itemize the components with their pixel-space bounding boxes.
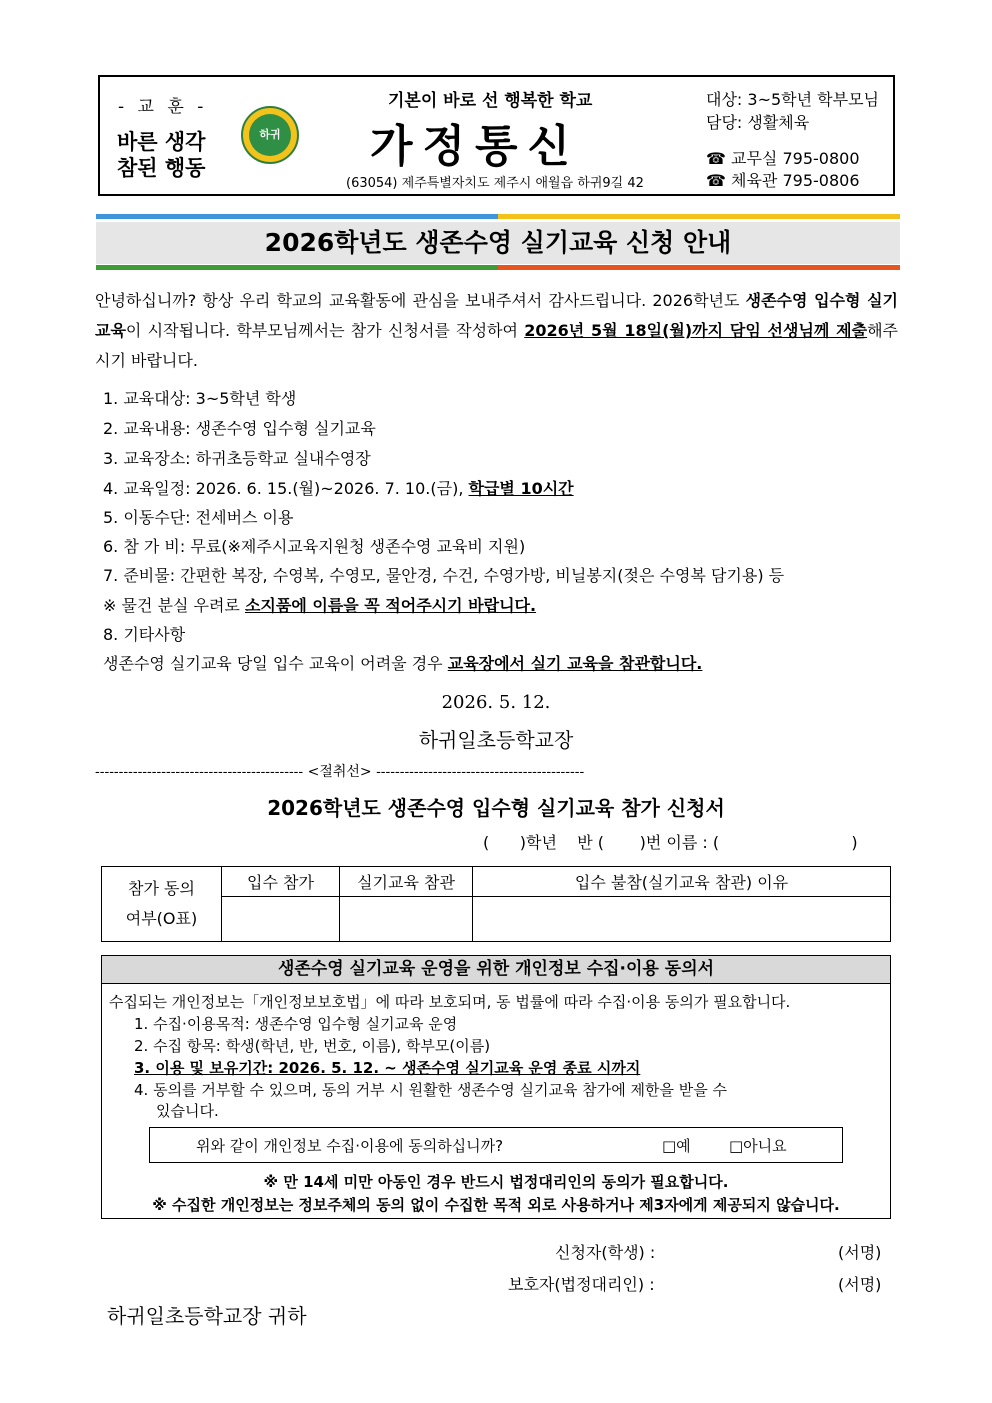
guardian-label: 보호자(법정대리인) : bbox=[508, 1275, 655, 1294]
form-title: 2026학년도 생존수영 입수형 실기교육 참가 신청서 bbox=[267, 796, 725, 820]
privacy-item-3: 3. 이용 및 보유기간: 2026. 5. 12. ~ 생존수영 실기교육 운영 종료 시까지 bbox=[134, 1059, 641, 1077]
consent-table bbox=[101, 866, 891, 942]
privacy-item-1: 1. 수집·이용목적: 생존수영 입수형 실기교육 운영 bbox=[134, 1015, 458, 1033]
warning-minor: ※ 만 14세 미만 아동인 경우 반드시 법정대리인의 동의가 필요합니다. bbox=[263, 1173, 729, 1191]
footer-recipient: 하귀일초등학교장 귀하 bbox=[107, 1304, 307, 1328]
item-8-text: 생존수영 실기교육 당일 입수 교육이 어려울 경우 bbox=[103, 654, 448, 673]
motto-line-1: 바른 생각 bbox=[117, 130, 206, 154]
guardian-sign[interactable]: (서명) bbox=[838, 1275, 882, 1294]
applicant-sign[interactable]: (서명) bbox=[838, 1243, 882, 1262]
manager-info: 담당: 생활체육 bbox=[706, 113, 810, 132]
item-4 bbox=[103, 476, 574, 499]
intro-paragraph bbox=[95, 286, 898, 376]
motto-label: - 교 훈 - bbox=[118, 97, 208, 117]
document-title: 2026학년도 생존수영 실기교육 신청 안내 bbox=[96, 222, 900, 264]
agree-yes-checkbox[interactable]: □예 bbox=[662, 1137, 691, 1155]
bottom-bar-orange bbox=[498, 265, 900, 270]
cell-reason[interactable] bbox=[473, 897, 891, 942]
top-bar-yellow bbox=[498, 214, 900, 219]
item-2: 2. 교육내용: 생존수영 입수형 실기교육 bbox=[103, 419, 376, 438]
privacy-title: 생존수영 실기교육 운영을 위한 개인정보 수집·이용 동의서 bbox=[102, 956, 890, 984]
bottom-bar-green bbox=[96, 265, 498, 270]
item-note bbox=[103, 593, 536, 616]
warning-usage: ※ 수집한 개인정보는 정보주체의 동의 없이 수집한 목적 외로 사용하거나 제3자에게 제공되지 않습니다. bbox=[152, 1196, 840, 1214]
principal-name: 하귀일초등학교장 bbox=[418, 728, 574, 752]
school-slogan: 기본이 바로 선 행복한 학교 bbox=[388, 91, 593, 111]
school-address: (63054) 제주특별자치도 제주시 애월읍 하귀9길 42 bbox=[346, 176, 644, 191]
item-4-hours: 학급별 10시간 bbox=[468, 479, 574, 498]
cut-line: -------------------------------------------- <절취선> -------------------------------------------- bbox=[95, 764, 585, 780]
phone-office: ☎ 교무실 795-0800 bbox=[706, 149, 860, 168]
issue-date: 2026. 5. 12. bbox=[441, 692, 551, 713]
top-bar-blue bbox=[96, 214, 498, 219]
row-label-2: 여부(O표) bbox=[125, 909, 198, 928]
intro-text-3: 해주시기 바랍니다. bbox=[95, 321, 898, 370]
intro-bold: 생존수영 입수형 실기교육 bbox=[95, 291, 899, 340]
privacy-intro: 수집되는 개인정보는「개인정보보호법」에 따라 보호되며, 동 법률에 따라 수집·이용 동의가 필요합니다. bbox=[109, 993, 791, 1011]
item-8-underline: 교육장에서 실기 교육을 참관합니다. bbox=[447, 654, 703, 673]
note-underline: 소지품에 이름을 꼭 적어주시기 바랍니다. bbox=[244, 596, 537, 615]
privacy-item-2: 2. 수집 항목: 학생(학년, 반, 번호, 이름), 학부모(이름) bbox=[134, 1037, 491, 1055]
phone-gym: ☎ 체육관 795-0806 bbox=[706, 171, 860, 190]
agree-no-checkbox[interactable]: □아니요 bbox=[729, 1137, 787, 1155]
cell-observe[interactable] bbox=[340, 897, 473, 942]
item-3: 3. 교육장소: 하귀초등학교 실내수영장 bbox=[103, 449, 371, 468]
col-participate: 입수 참가 bbox=[222, 867, 340, 897]
item-6: 6. 참 가 비: 무료(※제주시교육지원청 생존수영 교육비 지원) bbox=[103, 537, 526, 556]
col-observe: 실기교육 참관 bbox=[340, 867, 473, 897]
applicant-label: 신청자(학생) : bbox=[555, 1243, 656, 1262]
intro-deadline: 2026년 5월 18일(월)까지 담임 선생님께 제출 bbox=[524, 321, 868, 340]
school-logo bbox=[241, 106, 299, 164]
student-info-line[interactable]: ( )학년 반 ( )번 이름 : ( ) bbox=[483, 833, 858, 852]
agree-question: 위와 같이 개인정보 수집·이용에 동의하십니까? bbox=[196, 1137, 504, 1155]
privacy-item-4-cont: 있습니다. bbox=[156, 1102, 219, 1120]
col-reason: 입수 불참(실기교육 참관) 이유 bbox=[473, 867, 891, 897]
item-7: 7. 준비물: 간편한 복장, 수영복, 수영모, 물안경, 수건, 수영가방, 비닐봉지(젖은 수영복 담기용) 등 bbox=[103, 566, 785, 585]
consent-row-label bbox=[102, 867, 222, 942]
item-8: 8. 기타사항 bbox=[103, 625, 186, 644]
logo-text: 하귀 bbox=[259, 128, 281, 141]
item-5: 5. 이동수단: 전세버스 이용 bbox=[103, 508, 294, 527]
item-4-text: 4. 교육일정: 2026. 6. 15.(월)~2026. 7. 10.(금), bbox=[103, 479, 469, 498]
privacy-item-4: 4. 동의를 거부할 수 있으며, 동의 거부 시 원활한 생존수영 실기교육 참가에 제한을 받을 수 bbox=[134, 1081, 727, 1099]
intro-text-1: 안녕하십니까? 항상 우리 학교의 교육활동에 관심을 보내주셔서 감사드립니다. 2026학년도 bbox=[95, 291, 746, 310]
cell-participate[interactable] bbox=[222, 897, 340, 942]
item-8-detail bbox=[103, 651, 702, 674]
row-label-1: 참가 동의 bbox=[128, 879, 195, 898]
motto-line-2: 참된 행동 bbox=[117, 156, 206, 180]
newsletter-title: 가정통신 bbox=[370, 121, 581, 172]
note-text: ※ 물건 분실 우려로 bbox=[103, 596, 245, 615]
intro-text-2: 이 시작됩니다. 학부모님께서는 참가 신청서를 작성하여 bbox=[125, 321, 525, 340]
item-1: 1. 교육대상: 3~5학년 학생 bbox=[103, 389, 297, 408]
target-info: 대상: 3~5학년 학부모님 bbox=[706, 90, 879, 109]
